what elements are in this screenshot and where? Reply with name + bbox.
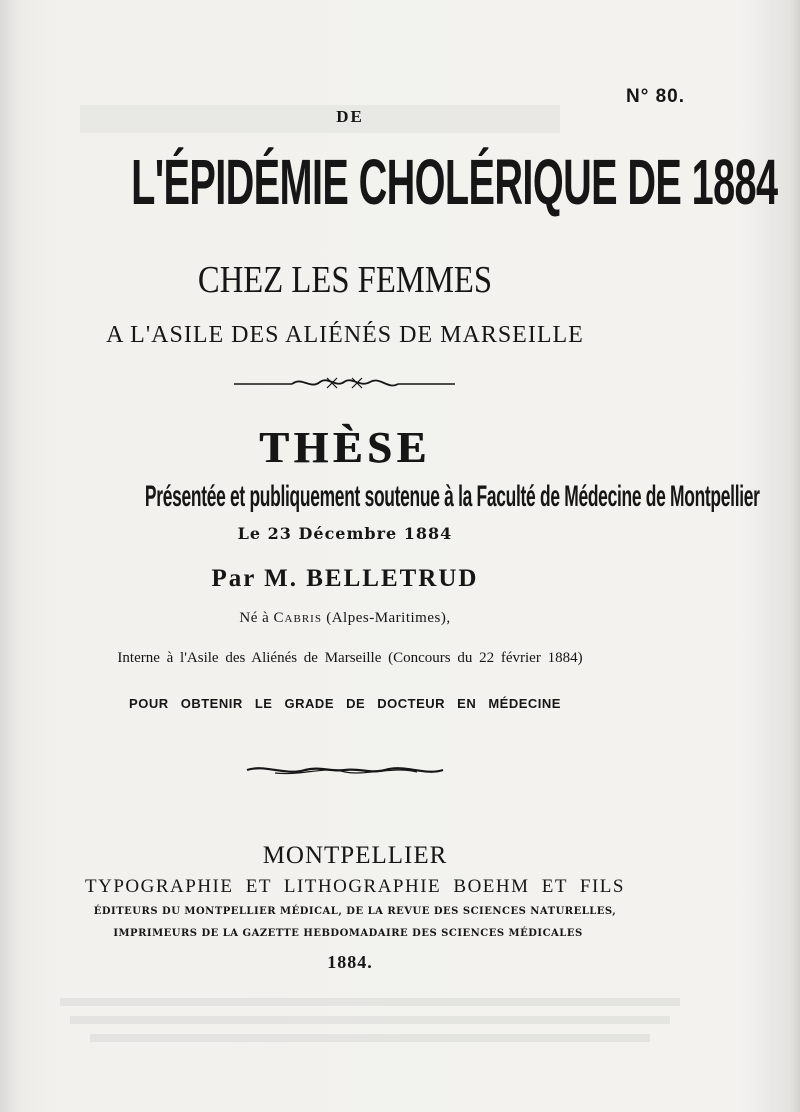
bleed-through-artifact [60,990,700,1060]
author-name: Par M. BELLETRUD [211,565,479,592]
printer-editors-note: ÉDITEURS DU MONTPELLIER MÉDICAL, DE LA REVUE DES SCIENCES NATURELLES, [93,906,617,917]
ornament-flourish-icon [232,372,457,394]
birthplace-suffix: (Alpes-Maritimes), [321,610,451,626]
subtitle-location: A L'ASILE DES ALIÉNÉS DE MARSEILLE [106,322,584,348]
thesis-heading: THÈSE [259,423,431,472]
ornament-wave-rule-icon [245,760,445,780]
author-position: Interne à l'Asile des Aliénés de Marseille (Concours du 22 février 1884) [117,650,583,666]
thesis-presentation: Présentée et publiquement soutenue à la Faculté de Médecine de Montpellier [144,480,760,513]
printer-printers-note: IMPRIMEURS DE LA GAZETTE HEBDOMADAIRE DES SCIENCES MÉDICALES [113,928,583,939]
title-prefix: DE [336,107,364,126]
defense-date: Le 23 Décembre 1884 [237,524,453,543]
main-title: L'ÉPIDÉMIE CHOLÉRIQUE DE 1884 [131,146,778,218]
subtitle: CHEZ LES FEMMES [197,259,493,301]
degree-purpose: POUR OBTENIR LE GRADE DE DOCTEUR EN MÉDECINE [129,696,561,711]
bleed-through-artifact: ⠀ [538,99,570,144]
birthplace-prefix: Né à [239,610,274,626]
document-number: N° 80. [626,86,686,107]
birthplace-town: Cabris [273,610,322,626]
imprint-year: 1884. [327,952,373,972]
author-birthplace [0,610,690,627]
imprint-city: MONTPELLIER [262,842,448,869]
printer-name: TYPOGRAPHIE ET LITHOGRAPHIE BOEHM ET FILS [85,876,625,897]
